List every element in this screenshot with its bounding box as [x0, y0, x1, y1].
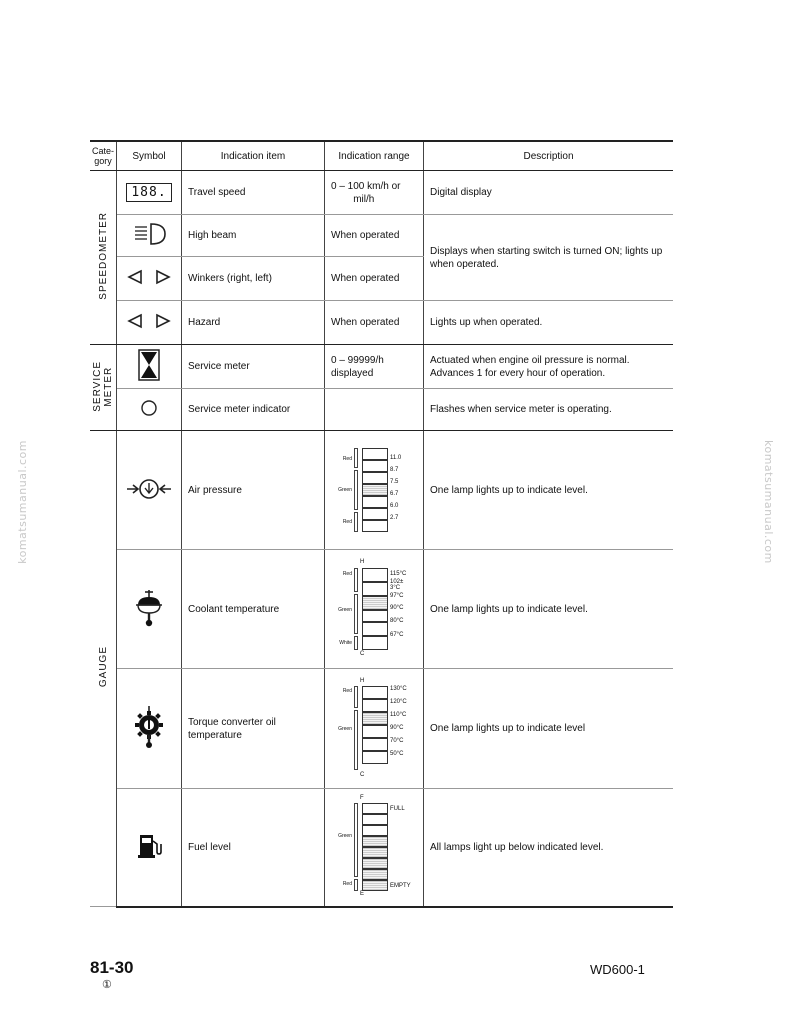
header-description: Description	[424, 141, 674, 171]
gauge-tick-label: 67°C	[390, 632, 404, 638]
description-cell	[424, 215, 674, 301]
gauge-lamp	[362, 610, 388, 622]
table-row	[90, 550, 673, 669]
symbol-cell	[117, 669, 182, 789]
fuel-pump-icon	[134, 831, 164, 861]
category-service-meter-label: SERVICE METER	[92, 360, 114, 412]
high-beam-icon	[129, 221, 169, 247]
description-text: Digital display	[430, 187, 492, 198]
category-speedometer-label: SPEEDOMETER	[97, 212, 109, 300]
range-text: 0 – 100 km/h or mil/h	[331, 180, 401, 205]
description-cell	[424, 171, 674, 215]
item-cell	[182, 669, 325, 789]
gauge-lamp	[362, 568, 388, 582]
gauge-lamp	[362, 836, 388, 847]
gauge-end-label: H	[360, 677, 365, 684]
gauge-tick-label: 115°C	[390, 571, 407, 577]
gauge-tick-label: 102± 3°C	[390, 579, 404, 591]
gauge-tick-label: 120°C	[390, 698, 407, 705]
item-cell: Travel speed	[182, 171, 325, 215]
range-cell	[325, 789, 424, 907]
item-text: Torque converter oil temperature	[188, 716, 276, 741]
category-speedometer	[90, 171, 117, 345]
gauge-tick-label: 6.7	[390, 491, 399, 497]
description-cell	[424, 669, 674, 789]
gauge-tick-label: 97°C	[390, 593, 404, 599]
gauge-zone-bar	[354, 636, 358, 650]
gauge-lamp	[362, 622, 388, 636]
gauge-lamp	[362, 725, 388, 738]
description-text: Displays when starting switch is turned ON; lights up when operated.	[430, 245, 663, 270]
description-cell	[424, 301, 674, 345]
range-cell	[325, 301, 424, 345]
revision-mark: ①	[102, 979, 112, 991]
gauge-zone-bar	[354, 470, 358, 510]
header-symbol: Symbol	[117, 141, 182, 171]
item-cell: Service meter	[182, 345, 325, 389]
gauge-lamp	[362, 496, 388, 508]
gauge-zone-bar	[354, 879, 358, 891]
gauge-lamp	[362, 596, 388, 610]
description-text: Flashes when service meter is operating.	[430, 404, 612, 415]
description-cell	[424, 389, 674, 431]
gauge-lamp	[362, 460, 388, 472]
description-cell	[424, 550, 674, 669]
torque-converter-gauge-graphic	[332, 678, 416, 780]
description-cell	[424, 789, 674, 907]
gauge-lamp	[362, 814, 388, 825]
symbol-cell	[117, 301, 182, 345]
gauge-zone-label: Red	[342, 456, 352, 462]
header-indication-range: Indication range	[325, 141, 424, 171]
gauge-lamp	[362, 699, 388, 712]
range-cell	[325, 431, 424, 550]
category-gauge	[90, 431, 117, 907]
gauge-zone-bar	[354, 686, 358, 708]
hazard-arrows-icon	[125, 312, 173, 330]
description-text: One lamp lights up to indicate level	[430, 723, 586, 734]
gauge-end-label: E	[360, 891, 365, 898]
table-row	[90, 215, 673, 257]
fuel-level-gauge-graphic	[332, 795, 416, 899]
gauge-tick-label: FULL	[390, 806, 405, 813]
watermark-right: komatsumanual.com	[762, 440, 775, 564]
gauge-zone-bar	[354, 803, 358, 877]
watermark-left: komatsumanual.com	[16, 440, 29, 564]
gauge-zone-label: Green	[338, 487, 352, 493]
gauge-tick-label: 8.7	[390, 467, 399, 473]
gauge-tick-label: 110°C	[390, 711, 407, 718]
gauge-lamp	[362, 751, 388, 764]
description-text: One lamp lights up to indicate level.	[430, 603, 588, 615]
gauge-lamp	[362, 858, 388, 869]
gauge-lamp	[362, 448, 388, 460]
range-cell	[325, 389, 424, 431]
gauge-lamp	[362, 880, 388, 891]
item-cell: Air pressure	[182, 431, 325, 550]
gauge-tick-label: 70°C	[390, 737, 404, 744]
gauge-zone-label: Red	[342, 519, 352, 525]
gauge-lamp	[362, 847, 388, 858]
gauge-zone-label: Red	[342, 687, 352, 694]
item-cell: High beam	[182, 215, 325, 257]
hourglass-icon	[137, 349, 161, 381]
range-cell	[325, 669, 424, 789]
symbol-cell	[117, 215, 182, 257]
description-text: One lamp lights up to indicate level.	[430, 484, 588, 496]
range-text: When operated	[331, 317, 400, 328]
table-row	[90, 431, 673, 550]
gauge-lamp	[362, 472, 388, 484]
table-row	[90, 171, 673, 215]
table-row	[90, 345, 673, 389]
gauge-tick-label: 6.0	[390, 503, 399, 509]
torque-converter-temperature-icon	[131, 705, 167, 749]
coolant-temperature-icon	[134, 588, 164, 628]
gauge-zone-label: Red	[342, 571, 352, 577]
air-pressure-gauge-graphic	[332, 446, 416, 534]
coolant-gauge-graphic	[332, 559, 416, 659]
table-row	[90, 389, 673, 431]
table-header-row	[90, 141, 673, 171]
gauge-lamp	[362, 825, 388, 836]
gauge-end-label: H	[360, 559, 365, 565]
winker-arrows-icon	[125, 268, 173, 286]
description-cell	[424, 345, 674, 389]
page-number: 81-30	[90, 958, 134, 977]
gauge-lamp	[362, 520, 388, 532]
item-cell: Fuel level	[182, 789, 325, 907]
item-cell: Service meter indicator	[182, 389, 325, 431]
range-cell	[325, 171, 424, 215]
table-row	[90, 669, 673, 789]
category-gauge-label: GAUGE	[97, 646, 109, 688]
gauge-lamp	[362, 582, 388, 596]
gauge-zone-label: Green	[338, 607, 352, 613]
model-number: WD600-1	[590, 962, 645, 977]
gauge-zone-bar	[354, 568, 358, 592]
gauge-tick-label: 2.7	[390, 515, 399, 521]
air-pressure-icon	[124, 474, 174, 504]
range-text: 0 – 99999/h displayed	[331, 354, 384, 379]
range-text: When operated	[331, 273, 400, 284]
header-category: Cate- gory	[90, 141, 117, 171]
gauge-tick-label: 130°C	[390, 685, 407, 692]
gauge-zone-label: White	[339, 640, 352, 646]
category-service-meter	[90, 345, 117, 431]
digital-display-icon: 188.	[126, 183, 171, 202]
symbol-cell	[117, 345, 182, 389]
gauge-lamp	[362, 738, 388, 751]
gauge-tick-label: 90°C	[390, 605, 404, 611]
symbol-cell	[117, 789, 182, 907]
gauge-tick-label: 80°C	[390, 618, 404, 624]
circle-indicator-icon	[139, 398, 159, 418]
gauge-zone-label: Green	[338, 725, 352, 732]
item-cell: Coolant temperature	[182, 550, 325, 669]
gauge-lamp	[362, 712, 388, 725]
gauge-zone-label: Green	[338, 833, 352, 840]
gauge-tick-label: 11.0	[390, 455, 402, 461]
gauge-lamp	[362, 484, 388, 496]
gauge-lamp	[362, 508, 388, 520]
gauge-lamp	[362, 636, 388, 650]
description-text: Actuated when engine oil pressure is normal. Advances 1 for every hour of operation.	[430, 354, 630, 379]
gauge-zone-label: Red	[342, 881, 352, 888]
gauge-zone-bar	[354, 594, 358, 634]
symbol-cell	[117, 431, 182, 550]
item-cell: Winkers (right, left)	[182, 257, 325, 301]
gauge-tick-label: 50°C	[390, 750, 404, 757]
gauge-end-label: C	[360, 651, 365, 657]
range-cell	[325, 257, 424, 301]
range-text: When operated	[331, 230, 400, 241]
item-cell: Hazard	[182, 301, 325, 345]
range-cell	[325, 215, 424, 257]
header-indication-item: Indication item	[182, 141, 325, 171]
gauge-zone-bar	[354, 710, 358, 770]
description-text: All lamps light up below indicated level.	[430, 841, 604, 853]
symbol-cell	[117, 389, 182, 431]
gauge-tick-label: EMPTY	[390, 883, 411, 890]
indicator-table	[90, 140, 673, 908]
description-cell	[424, 431, 674, 550]
description-text: Lights up when operated.	[430, 317, 543, 328]
gauge-zone-bar	[354, 512, 358, 532]
gauge-end-label: F	[360, 795, 364, 802]
symbol-cell	[117, 257, 182, 301]
symbol-cell	[117, 550, 182, 669]
gauge-end-label: C	[360, 771, 365, 778]
gauge-tick-label: 90°C	[390, 724, 404, 731]
gauge-tick-label: 7.5	[390, 479, 399, 485]
range-cell	[325, 550, 424, 669]
symbol-cell	[117, 171, 182, 215]
gauge-lamp	[362, 803, 388, 814]
range-cell	[325, 345, 424, 389]
table-row	[90, 789, 673, 907]
gauge-lamp	[362, 869, 388, 880]
gauge-lamp	[362, 686, 388, 699]
gauge-zone-bar	[354, 448, 358, 468]
table-row	[90, 301, 673, 345]
